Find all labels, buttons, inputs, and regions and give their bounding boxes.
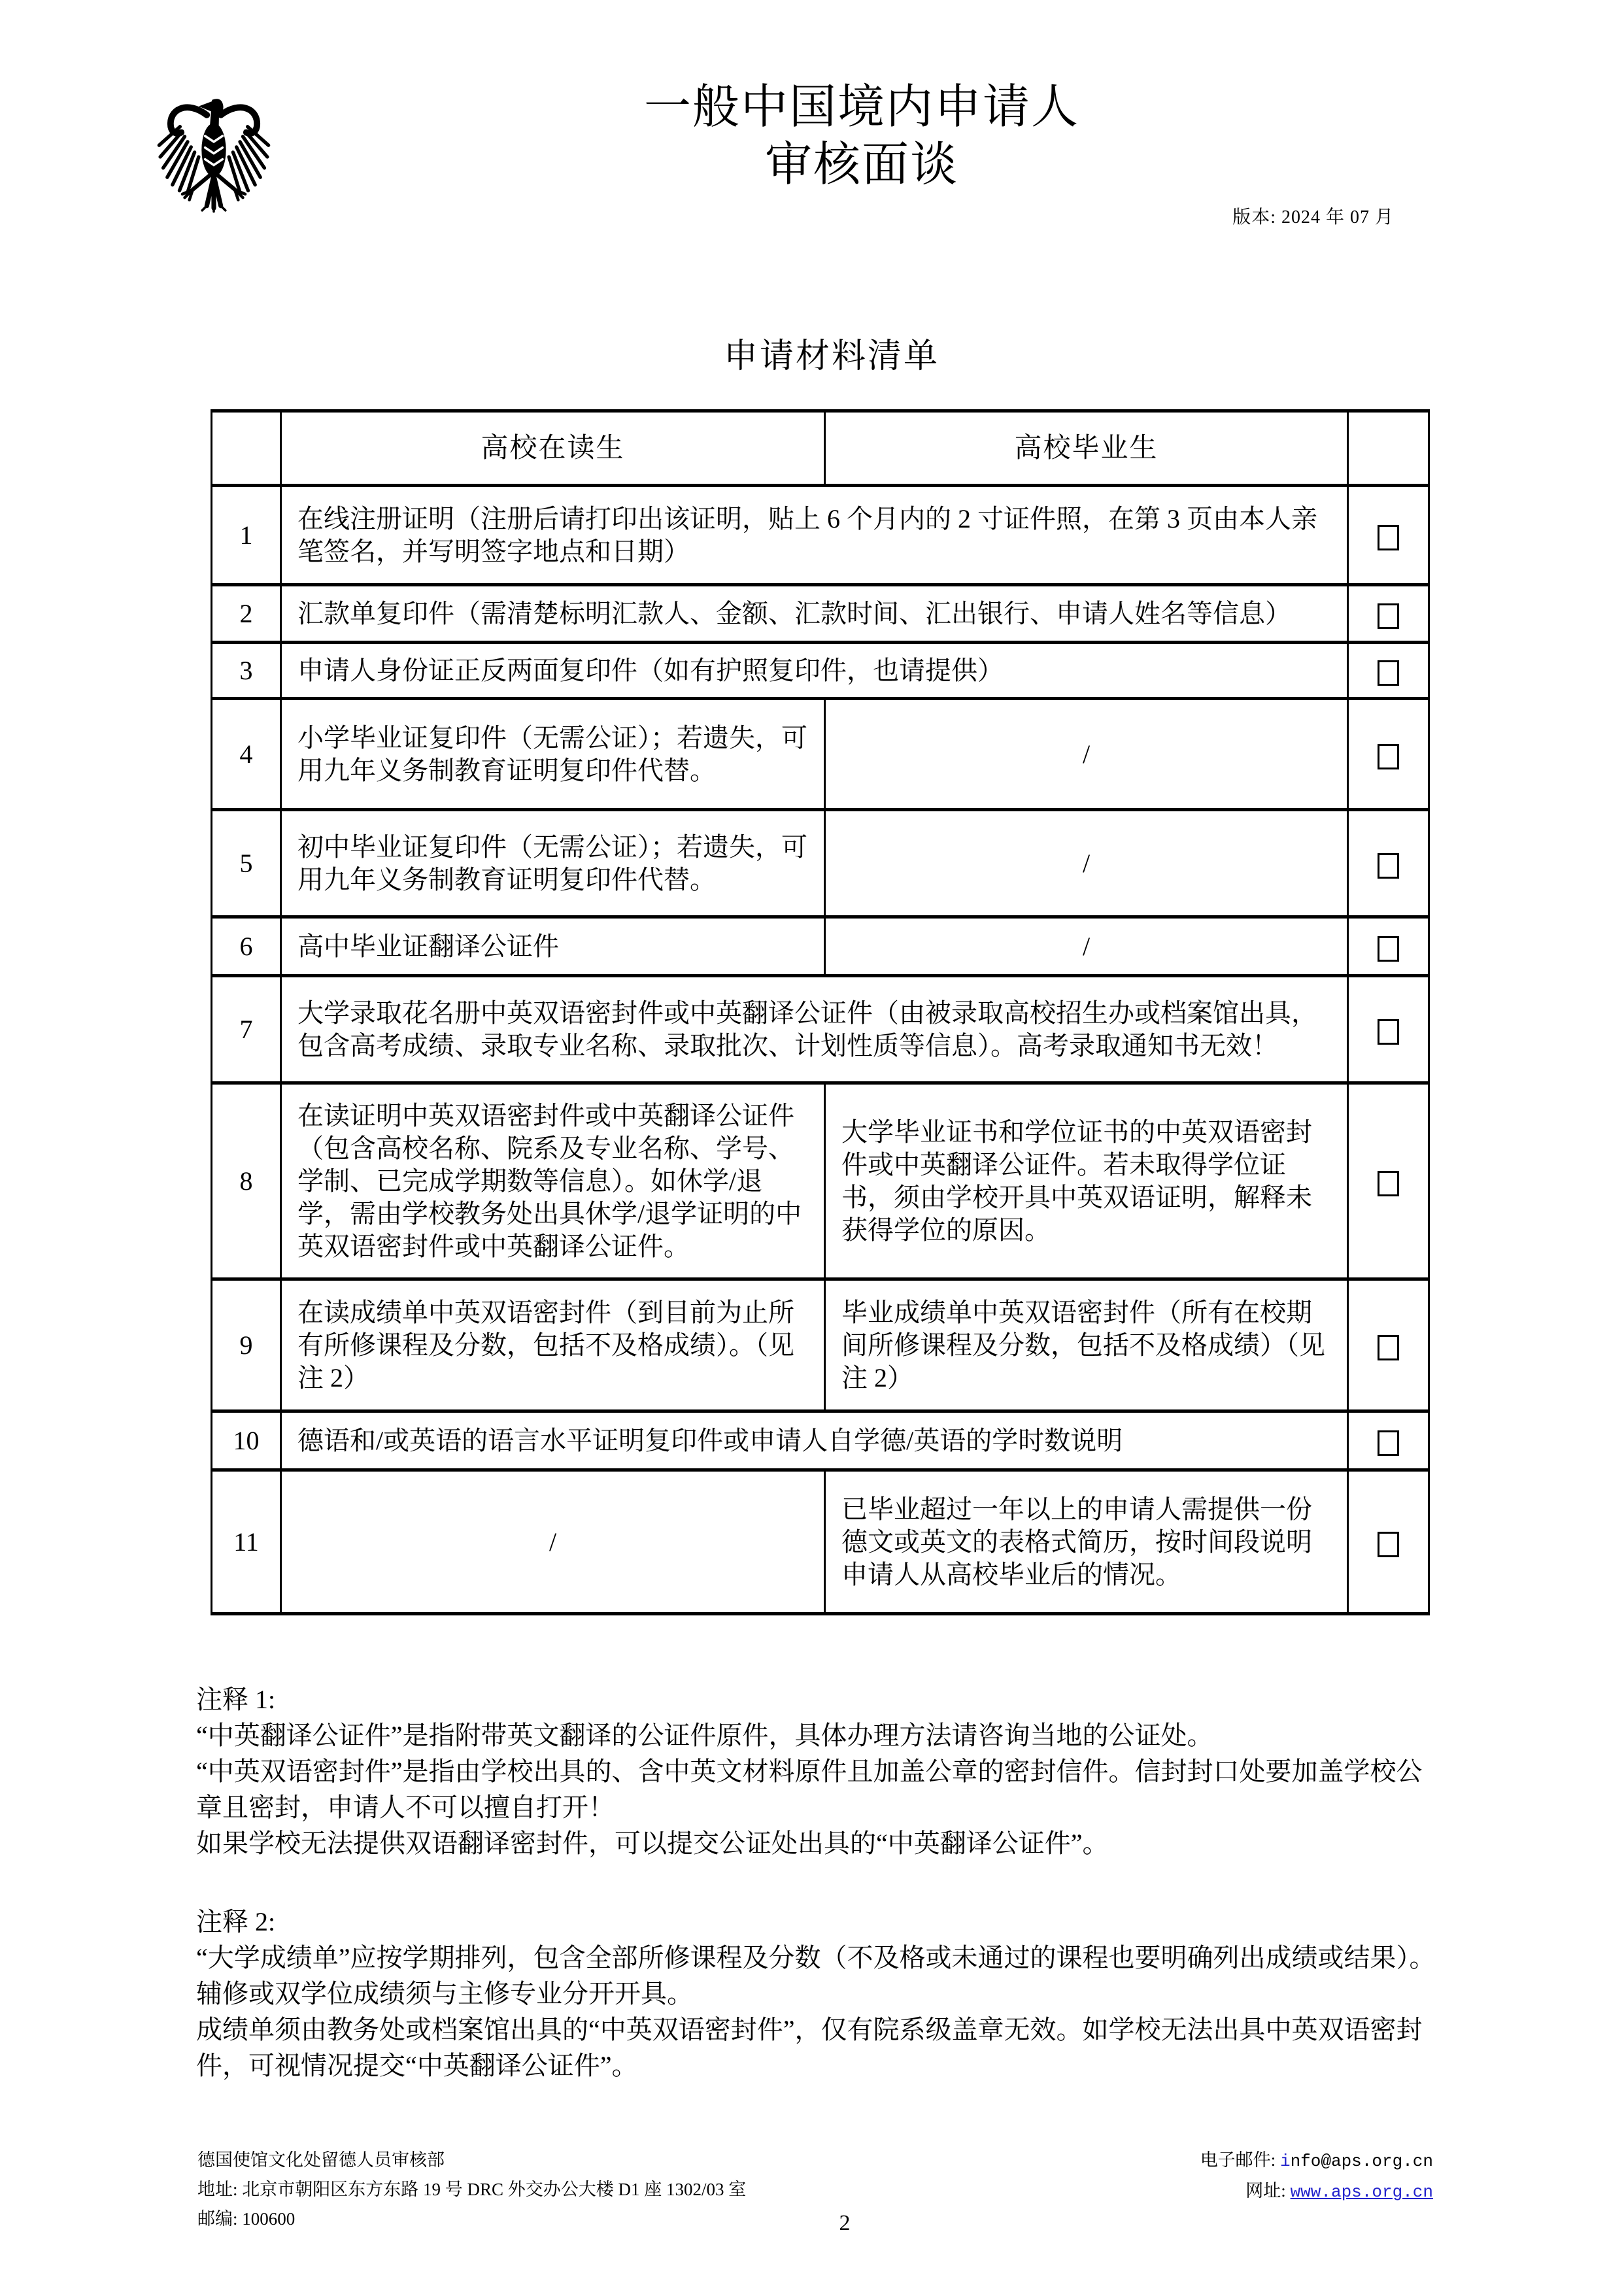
table-row-9 [212, 1279, 1429, 1411]
checkbox-row-2[interactable] [1378, 603, 1399, 629]
row-text-student: 初中毕业证复印件（无需公证）；若遗失，可用九年义务制教育证明复印件代替。 [281, 810, 825, 917]
note-2-para-1: “大学成绩单”应按学期排列，包含全部所修课程及分数（不及格或未通过的课程也要明确列出成绩或结果）。辅修或双学位成绩须与主修专业分开开具。 [196, 1943, 1436, 2008]
page-title-line1: 一般中国境内申请人 [643, 81, 1079, 133]
footer-email-line [1200, 2146, 1433, 2176]
page-number: 2 [839, 2211, 851, 2235]
note-2-title: 注释 2: [196, 1907, 276, 1936]
checkbox-row-11[interactable] [1378, 1532, 1399, 1557]
row-number: 2 [212, 585, 281, 643]
table-row-11 [212, 1470, 1429, 1614]
footer-website-line [1200, 2176, 1433, 2207]
checkbox-row-10[interactable] [1378, 1430, 1399, 1456]
row-text-graduate: / [825, 917, 1348, 976]
footer-org: 德国使馆文化处留德人员审核部 [197, 2150, 445, 2170]
checkbox-row-7[interactable] [1378, 1019, 1399, 1045]
table-row-8 [212, 1083, 1429, 1279]
row-text-graduate: 大学毕业证书和学位证书的中英双语密封件或中英翻译公证件。若未取得学位证书，须由学校开具中英双语证明，解释未获得学位的原因。 [825, 1083, 1348, 1279]
page-title [0, 78, 1624, 194]
row-text-student: / [281, 1470, 825, 1614]
table-row-1 [212, 486, 1429, 585]
checkbox-row-5[interactable] [1378, 853, 1399, 879]
section-title: 申请材料清单 [723, 338, 939, 375]
table-row-4 [212, 699, 1429, 810]
note-2-para-2: 成绩单须由教务处或档案馆出具的“中英双语密封件”，仅有院系级盖章无效。如学校无法出具中英双语密封件，可视情况提交“中英翻译公证件”。 [196, 2015, 1423, 2080]
row-number: 1 [212, 486, 281, 585]
note-1 [196, 1681, 1438, 1861]
checkbox-row-4[interactable] [1378, 744, 1399, 769]
footer-postcode: 邮编: 100600 [197, 2209, 296, 2229]
row-text-student: 高中毕业证翻译公证件 [281, 917, 825, 976]
table-header-row [212, 411, 1429, 486]
row-text-graduate: / [825, 699, 1348, 810]
row-text: 大学录取花名册中英双语密封件或中英翻译公证件（由被录取高校招生办或档案馆出具，包含高考成绩、录取专业名称、录取批次、计划性质等信息）。高考录取通知书无效！ [281, 976, 1348, 1083]
row-number: 6 [212, 917, 281, 976]
row-number: 5 [212, 810, 281, 917]
checkbox-row-8[interactable] [1378, 1171, 1399, 1196]
footer-website-label: 网址: [1245, 2181, 1286, 2201]
table-row-10 [212, 1411, 1429, 1470]
footer-contact-block [1200, 2146, 1433, 2207]
header-empty-right [1348, 411, 1429, 486]
note-1-title: 注释 1: [196, 1685, 276, 1714]
page-title-line2: 审核面谈 [764, 139, 958, 191]
row-text-graduate: / [825, 810, 1348, 917]
row-text-student: 在读证明中英双语密封件或中英翻译公证件（包含高校名称、院系及专业名称、学号、学制、已完成学期数等信息）。如休学/退学，需由学校教务处出具休学/退学证明的中英双语密封件或中英翻译公证件。 [281, 1083, 825, 1279]
row-text: 申请人身份证正反两面复印件（如有护照复印件，也请提供） [281, 643, 1348, 699]
footer-email-value: info@aps.org.cn [1279, 2151, 1433, 2171]
table-row-2 [212, 585, 1429, 643]
row-number: 8 [212, 1083, 281, 1279]
checkbox-row-1[interactable] [1378, 525, 1399, 550]
footer-email-label: 电子邮件: [1200, 2150, 1276, 2170]
row-number: 7 [212, 976, 281, 1083]
row-number: 11 [212, 1470, 281, 1614]
row-text-graduate: 已毕业超过一年以上的申请人需提供一份德文或英文的表格式简历，按时间段说明申请人从高校毕业后的情况。 [825, 1470, 1348, 1614]
checkbox-row-9[interactable] [1378, 1335, 1399, 1360]
note-1-para-3: 如果学校无法提供双语翻译密封件，可以提交公证处出具的“中英翻译公证件”。 [196, 1829, 1109, 1858]
note-2 [196, 1904, 1438, 2083]
table-row-6 [212, 917, 1429, 976]
row-text-student: 在读成绩单中英双语密封件（到目前为止所有所修课程及分数，包括不及格成绩）。（见注 2） [281, 1279, 825, 1411]
checkbox-row-3[interactable] [1378, 660, 1399, 686]
row-text: 汇款单复印件（需清楚标明汇款人、金额、汇款时间、汇出银行、申请人姓名等信息） [281, 585, 1348, 643]
header-empty-left [212, 411, 281, 486]
header-student: 高校在读生 [281, 411, 825, 486]
row-text: 德语和/或英语的语言水平证明复印件或申请人自学德/英语的学时数说明 [281, 1411, 1348, 1470]
row-number: 3 [212, 643, 281, 699]
row-text-graduate: 毕业成绩单中英双语密封件（所有在校期间所修课程及分数，包括不及格成绩）（见注 2） [825, 1279, 1348, 1411]
row-number: 10 [212, 1411, 281, 1470]
table-row-5 [212, 810, 1429, 917]
materials-checklist-table [211, 409, 1430, 1615]
version-label: 版本: 2024 年 07 月 [1232, 207, 1394, 228]
row-number: 9 [212, 1279, 281, 1411]
footer-address: 地址: 北京市朝阳区东方东路 19 号 DRC 外交办公大楼 D1 座 1302/03 室 [197, 2180, 747, 2199]
table-row-7 [212, 976, 1429, 1083]
footer-website-link[interactable]: www.aps.org.cn [1290, 2182, 1433, 2202]
table-row-3 [212, 643, 1429, 699]
row-text: 在线注册证明（注册后请打印出该证明，贴上 6 个月内的 2 寸证件照，在第 3 页由本人亲笔签名，并写明签字地点和日期） [281, 486, 1348, 585]
checkbox-row-6[interactable] [1378, 936, 1399, 962]
row-text-student: 小学毕业证复印件（无需公证）；若遗失，可用九年义务制教育证明复印件代替。 [281, 699, 825, 810]
header-graduate: 高校毕业生 [825, 411, 1348, 486]
note-1-para-2: “中英双语密封件”是指由学校出具的、含中英文材料原件且加盖公章的密封信件。信封封口处要加盖学校公章且密封，申请人不可以擅自打开！ [196, 1757, 1423, 1822]
row-number: 4 [212, 699, 281, 810]
note-1-para-1: “中英翻译公证件”是指附带英文翻译的公证件原件，具体办理方法请咨询当地的公证处。 [196, 1721, 1213, 1750]
